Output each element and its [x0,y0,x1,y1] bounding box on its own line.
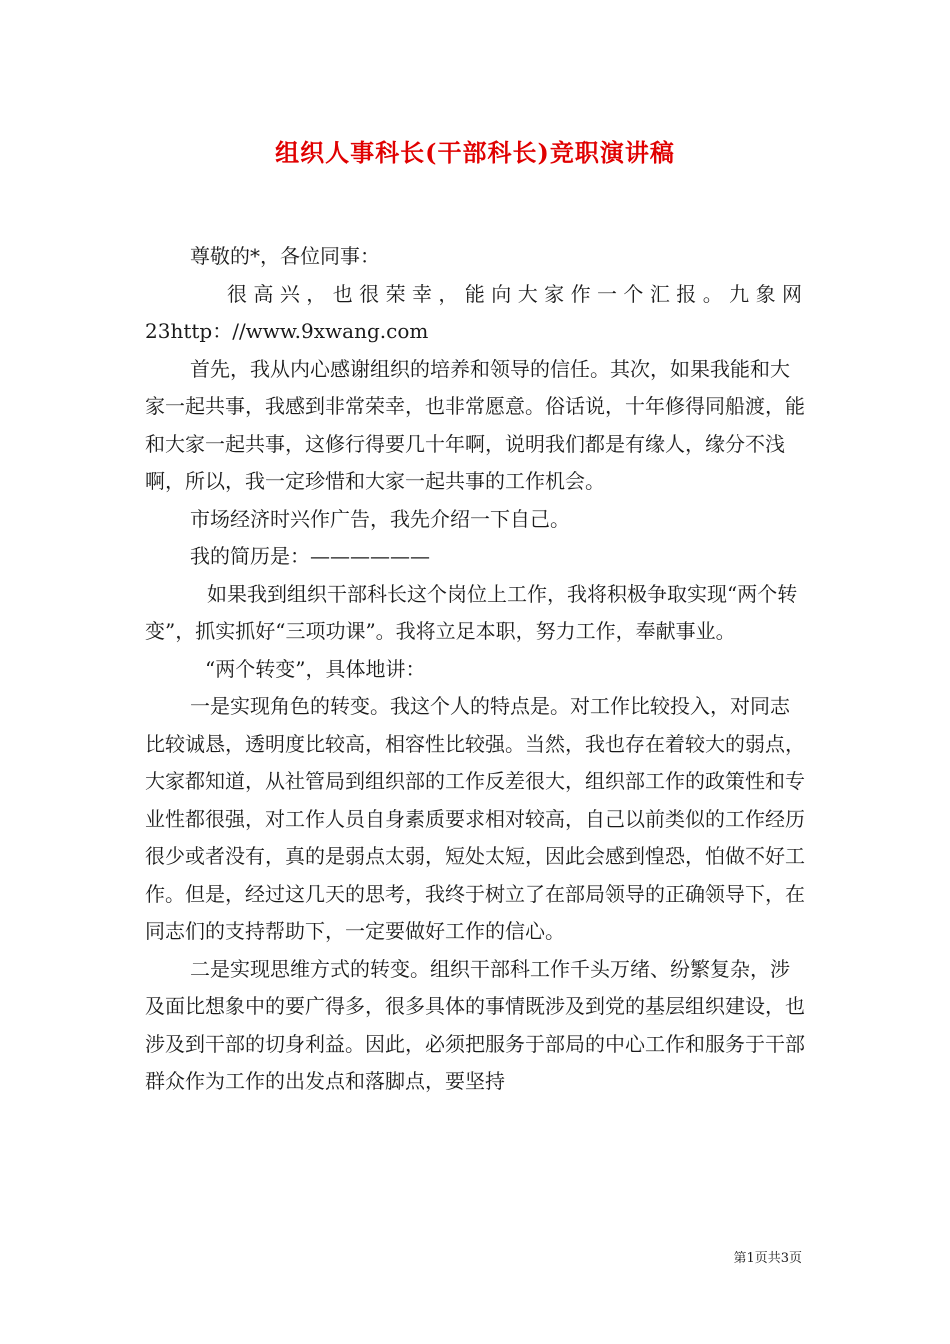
paragraph-resume: 我的简历是：—————— [190,544,430,568]
paragraph-url: 23http：//www.9xwang.com [145,319,429,343]
document-body [145,238,805,1101]
document-title: 组织人事科长(干部科长)竞职演讲稿 [275,138,675,167]
paragraph-two-changes: “两个转变”，具体地讲： [205,656,426,681]
page-number-footer: 第1页共3页 [733,1251,802,1266]
paragraph-intro: 很高兴，也很荣幸，能向大家作一个汇报。九象网 [227,281,805,306]
paragraph-goal: 如果我到组织干部科长这个岗位上工作，我将积极争取实现“两个转变”，抓实抓好“三项功课”。我将立足本职，努力工作，奉献事业。 [145,581,798,643]
paragraph-thanks: 首先，我从内心感谢组织的培养和领导的信任。其次，如果我能和大家一起共事，我感到非常荣幸，也非常愿意。俗话说，十年修得同船渡，能和大家一起共事，这修行得要几十年啊，说明我们都是有缘人，缘分不浅啊，所以，我一定珍惜和大家一起共事的工作机会。 [145,356,805,493]
greeting-paragraph: 尊敬的*，各位同事： [190,244,380,268]
paragraph-thinking-change: 二是实现思维方式的转变。组织干部科工作千头万绪、纷繁复杂，涉及面比想象中的要广得多，很多具体的事情既涉及到党的基层组织建设，也涉及到干部的切身利益。因此，必须把服务于部局的中心工作和服务于干部群众作为工作的出发点和落脚点，要坚持 [145,956,805,1093]
paragraph-role-change: 一是实现角色的转变。我这个人的特点是。对工作比较投入，对同志比较诚恳，透明度比较高，相容性比较强。当然，我也存在着较大的弱点，大家都知道，从社管局到组织部的工作反差很大，组织部工作的政策性和专业性都很强，对工作人员自身素质要求相对较高，自己以前类似的工作经历很少或者没有，真的是弱点太弱，短处太短，因此会感到惶恐，怕做不好工作。但是，经过这几天的思考，我终于树立了在部局领导的正确领导下，在同志们的支持帮助下，一定要做好工作的信心。 [145,694,805,943]
paragraph-self-intro: 市场经济时兴作广告，我先介绍一下自己。 [190,506,570,531]
